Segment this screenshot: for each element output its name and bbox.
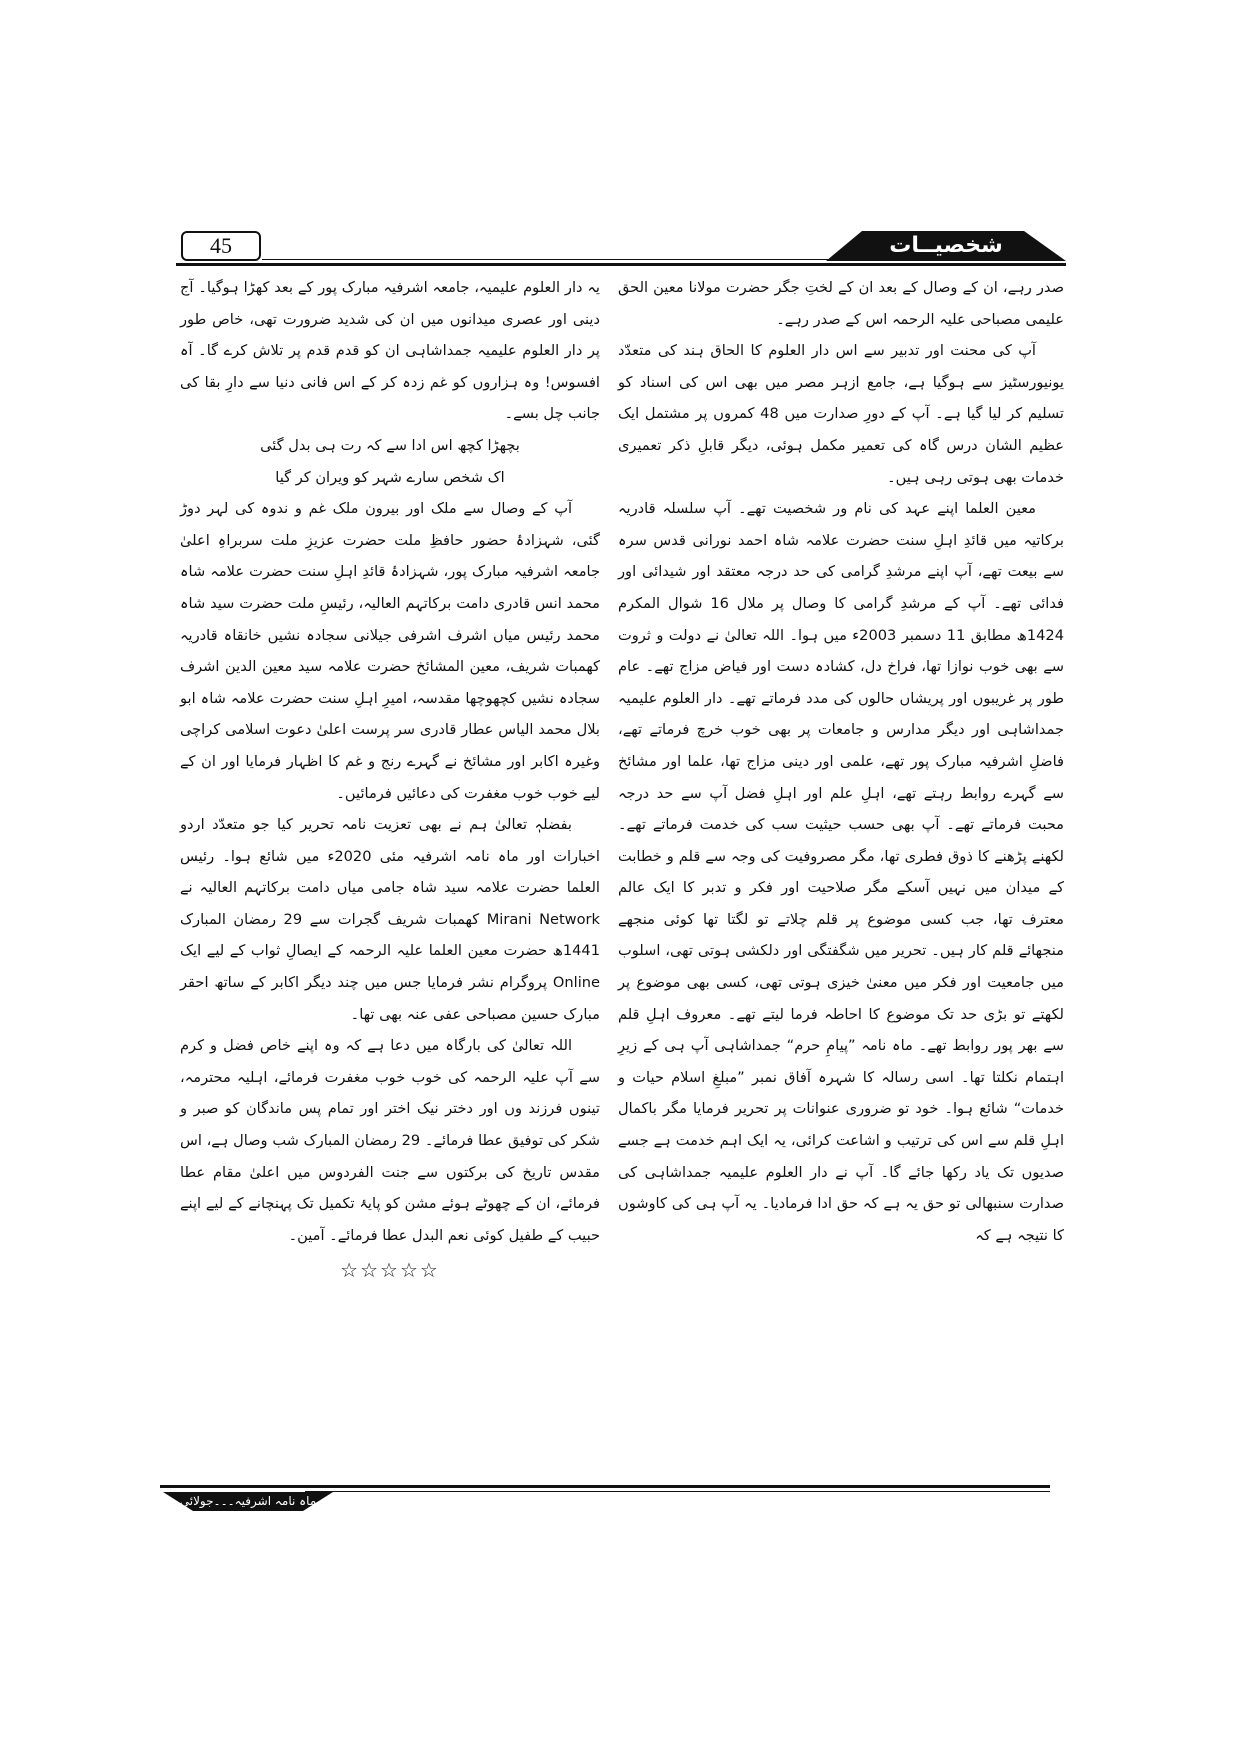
verse-line: اک شخص سارے شہر کو ویران کر گیا (275, 468, 505, 486)
paragraph: یہ دار العلوم علیمیہ، جامعہ اشرفیہ مبارک پور کے بعد کھڑا ہوگیا۔ آج دینی اور عصری میدانوں میں ان کی شدید ضرورت تھی، خاص طور پر دار العلوم علیمیہ جمداشاہی ان کو قدم قدم پر تلاش کرے گا۔ آہ افسوس! وہ ہزاروں کو غم زدہ کر کے اس فانی دنیا سے دارِ بقا کی جانب چل بسے۔ (180, 279, 600, 423)
paragraph: صدر رہے، ان کے وصال کے بعد ان کے لختِ جگر حضرت مولانا معین الحق علیمی مصباحی علیہ الرحمہ اس کے صدر رہے۔ (618, 279, 1064, 328)
footer-rule-thin (305, 1491, 1050, 1492)
header-rule-thin (262, 259, 830, 260)
section-title: شخصیــات (889, 233, 1003, 258)
paragraph: آپ کے وصال سے ملک اور بیرون ملک غم و ندوہ کی لہر دوڑ گئی، شہزادۂ حضور حافظِ ملت حضرت عزیزِ ملت سربراہِ اعلیٰ جامعہ اشرفیہ مبارک پور، شہزادۂ قائدِ اہلِ سنت حضرت علامہ شاہ محمد انس قادری دامت برکاتہم العالیہ، رئیسِ ملت حضرت سید شاہ محمد رئیس میاں اشرف اشرفی جیلانی سجادہ نشیں خانقاہ قادریہ کھمبات شریف، معین المشائخ حضرت علامہ سید معین الدین اشرف سجادہ نشیں کچھوچھا مقدسہ، امیرِ اہلِ سنت حضرت علامہ شاہ ابو بلال محمد الیاس عطار قادری سر پرست اعلیٰ دعوت اسلامی کراچی وغیرہ اکابر اور مشائخ نے گہرے رنج و غم کا اظہار فرمایا اور ان کے لیے خوب خوب مغفرت کی دعائیں فرمائیں۔ (180, 500, 600, 802)
header-rule (176, 263, 1066, 266)
paragraph: آپ کی محنت اور تدبیر سے اس دار العلوم کا الحاق ہند کی متعدّد یونیورسٹیز سے ہوگیا ہے، جامع ازہر مصر میں بھی اس کی اسناد کو تسلیم کر لیا گیا ہے۔ آپ کے دورِ صدارت میں 48 کمروں پر مشتمل ایک عظیم الشان درس گاہ کی تعمیر مکمل ہوئی، دیگر قابلِ ذکر تعمیری خدمات بھی ہوتی رہی ہیں۔ (618, 342, 1064, 486)
publication-name: ماہ نامہ اشرفیہ۔۔۔جولائی 2020ء (179, 1494, 317, 1527)
end-stars-icon: ☆☆☆☆☆ (340, 1258, 440, 1283)
verse-line: بچھڑا کچھ اس ادا سے کہ رت ہی بدل گئی (260, 436, 520, 454)
article-column-left (180, 272, 600, 1287)
paragraph: اللہ تعالیٰ کی بارگاہ میں دعا ہے کہ وہ اپنے خاص فضل و کرم سے آپ علیہ الرحمہ کی خوب خوب مغفرت فرمائے، اہلیہ محترمہ، تینوں فرزند وں اور دختر نیک اختر اور تمام پس ماندگان کو صبر و شکر کی توفیق عطا فرمائے۔ 29 رمضان المبارک شب وصال ہے، اس مقدس تاریخ کی برکتوں سے جنت الفردوس میں اعلیٰ مقام عطا فرمائے، ان کے چھوٹے ہوئے مشن کو پایۂ تکمیل تک پہنچانے کے لیے اپنے حبیب کے طفیل کوئی نعم البدل عطا فرمائے۔ آمین۔ (180, 1037, 600, 1244)
paragraph: معین العلما اپنے عہد کی نام ور شخصیت تھے۔ آپ سلسلہ قادریہ برکاتیہ میں قائدِ اہلِ سنت حضرت علامہ شاہ احمد نورانی قدس سرہ سے بیعت تھے، آپ اپنے مرشدِ گرامی کی حد درجہ معتقد اور شیدائی اور فدائی تھے۔ آپ کے مرشدِ گرامی کا وصال پر ملال 16 شوال المکرم 1424ھ مطابق 11 دسمبر 2003ء میں ہوا۔ اللہ تعالیٰ نے دولت و ثروت سے بھی خوب نوازا تھا، فراخ دل، کشادہ دست اور فیاض مزاج تھے۔ عام طور پر غریبوں اور پریشاں حالوں کی مدد فرماتے تھے۔ دار العلوم علیمیہ جمداشاہی اور دیگر مدارس و جامعات پر بھی خوب خرچ فرماتے تھے، فاضلِ اشرفیہ مبارک پور تھے، علمی اور دینی مزاج تھا، علما اور مشائخ سے گہرے روابط رہتے تھے، اہلِ علم اور اہلِ فضل آپ سے حد درجہ محبت فرماتے تھے۔ آپ بھی حسب حیثیت سب کی خدمت فرماتے تھے۔ لکھنے پڑھنے کا ذوق فطری تھا، مگر مصروفیت کی وجہ سے قلم و خطابت کے میدان میں نہیں آسکے مگر صلاحیت اور فکر و تدبر کا ایک عالم معترف تھا، جب کسی موضوع پر قلم چلاتے تو لگتا تھا کوئی منجھے منجھائے قلم کار ہیں۔ تحریر میں شگفتگی اور دلکشی ہوتی تھی، اسلوب میں جامعیت اور فکر میں معنیٰ خیزی ہوتی تھی، کسی بھی موضوع پر لکھتے تو بڑی حد تک موضوع کا احاطہ فرما لیتے تھے۔ معروف اہلِ قلم سے بھر پور روابط تھے۔ ماہ نامہ ”پیامِ حرم“ جمداشاہی آپ ہی کے زیرِ اہتمام نکلتا تھا۔ اسی رسالہ کا شہرہ آفاق نمبر ”مبلغِ اسلام حیات و خدمات“ شائع ہوا۔ خود تو ضروری عنوانات پر تحریر فرمایا مگر باکمال اہلِ قلم سے اس کی ترتیب و اشاعت کرائی، یہ ایک اہم خدمت ہے جسے صدیوں تک یاد رکھا جائے گا۔ آپ نے دار العلوم علیمیہ جمداشاہی کی صدارت سنبھالی تو حق یہ ہے کہ حق ادا فرمادیا۔ یہ آپ ہی کی کاوشوں کا نتیجہ ہے کہ (618, 500, 1064, 1244)
footer-rule (160, 1485, 1050, 1488)
page-number: 45 (181, 231, 261, 261)
article-column-right (618, 272, 1064, 1251)
section-title-banner (826, 231, 1066, 261)
footer-publication-banner (163, 1492, 333, 1527)
paragraph: بفضلہٖ تعالیٰ ہم نے بھی تعزیت نامہ تحریر کیا جو متعدّد اردو اخبارات اور ماہ نامہ اشرفیہ مئی 2020ء میں شائع ہوا۔ رئیس العلما حضرت علامہ سید شاہ جامی میاں دامت برکاتہم العالیہ نے Mirani Network کھمبات شریف گجرات سے 29 رمضان المبارک 1441ھ حضرت معین العلما علیہ الرحمہ کے ایصالِ ثواب کے لیے ایک Online پروگرام نشر فرمایا جس میں چند دیگر اکابر کے ساتھ احقر مبارک حسین مصباحی عفی عنہ بھی تھا۔ (180, 816, 600, 1023)
